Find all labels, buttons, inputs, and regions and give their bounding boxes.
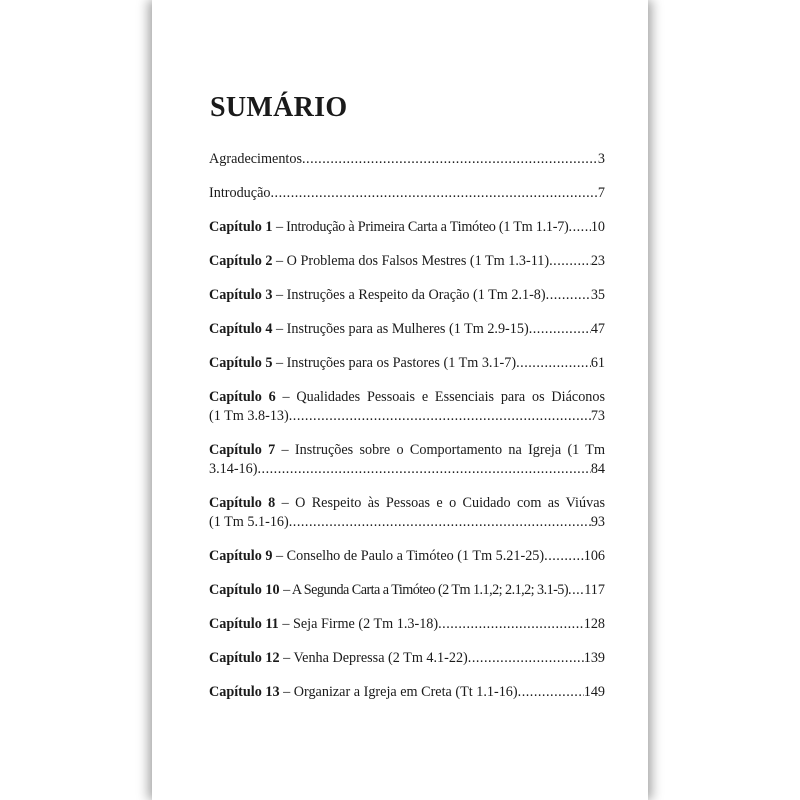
- dot-leader: [516, 354, 591, 373]
- chapter-label: Capítulo 4: [209, 321, 273, 337]
- toc-entry-text: – Instruções sobre o Comportamento na Igreja (1 Tm: [281, 442, 606, 458]
- toc-entry-capitulo-11[interactable]: [209, 615, 605, 634]
- chapter-label: Capítulo 5: [209, 355, 273, 371]
- toc-entry-text: – Organizar a Igreja em Creta (Tt 1.1-16): [283, 684, 518, 700]
- toc-page-number: 61: [590, 355, 605, 371]
- dot-leader: [289, 407, 591, 426]
- toc-entry-text: – Qualidades Pessoais e Essenciais para os Diáconos: [282, 389, 606, 405]
- toc-entry-text: Introdução: [209, 185, 271, 201]
- toc-entry-text: – Venha Depressa (2 Tm 4.1-22): [283, 650, 468, 666]
- dot-leader: [546, 286, 591, 305]
- toc-entry-capitulo-1[interactable]: [209, 218, 605, 237]
- toc-entry-text-continued: (1 Tm 3.8-13): [209, 408, 289, 424]
- dot-leader: [468, 649, 584, 668]
- dot-leader: [438, 615, 584, 634]
- toc-entry-text-continued: (1 Tm 5.1-16): [209, 514, 289, 530]
- toc-entry-text: – Seja Firme (2 Tm 1.3-18): [282, 616, 439, 632]
- chapter-label: Capítulo 13: [209, 684, 280, 700]
- toc-page-number: 139: [583, 650, 605, 666]
- dot-leader: [549, 252, 591, 271]
- toc-entry-capitulo-9[interactable]: [209, 547, 605, 566]
- toc-entry-first-line: [209, 441, 605, 460]
- toc-entry-capitulo-2[interactable]: [209, 252, 605, 271]
- toc-entry-text-continued: 3.14-16): [209, 461, 258, 477]
- toc-page-number: 106: [583, 548, 605, 564]
- page-title: SUMÁRIO: [210, 92, 348, 123]
- chapter-label: Capítulo 1: [209, 219, 273, 235]
- toc-page-number: 3: [597, 151, 605, 167]
- chapter-label: Capítulo 8: [209, 495, 276, 511]
- toc-page-number: 35: [590, 287, 605, 303]
- toc-entry-first-line: [209, 388, 605, 407]
- toc-entry-text: – Conselho de Paulo a Timóteo (1 Tm 5.21-25): [276, 548, 545, 564]
- toc-entry-text: Agradecimentos: [209, 151, 302, 167]
- chapter-label: Capítulo 3: [209, 287, 273, 303]
- dot-leader: [544, 547, 584, 566]
- chapter-label: Capítulo 9: [209, 548, 273, 564]
- toc-entry-capitulo-7[interactable]: [209, 441, 605, 479]
- book-page: [152, 0, 648, 800]
- toc-entry-introducao[interactable]: [209, 184, 605, 203]
- toc-page-number: 10: [590, 219, 605, 235]
- toc-entry-capitulo-4[interactable]: [209, 320, 605, 339]
- chapter-label: Capítulo 11: [209, 616, 279, 632]
- toc-page-number: 73: [590, 408, 605, 424]
- toc-page-number: 7: [597, 185, 605, 201]
- chapter-label: Capítulo 6: [209, 389, 276, 405]
- chapter-label: Capítulo 7: [209, 442, 276, 458]
- toc-entry-capitulo-3[interactable]: [209, 286, 605, 305]
- toc-entry-text: – Instruções a Respeito da Oração (1 Tm 2.1-8): [276, 287, 546, 303]
- chapter-label: Capítulo 10: [209, 582, 280, 598]
- dot-leader: [568, 581, 584, 600]
- toc-entry-text: – Introdução à Primeira Carta a Timóteo (1 Tm 1.1-7): [276, 219, 569, 235]
- dot-leader: [289, 513, 591, 532]
- toc-entry-text: – O Problema dos Falsos Mestres (1 Tm 1.3-11): [276, 253, 550, 269]
- dot-leader: [257, 460, 590, 479]
- toc-entry-text: – A Segunda Carta a Timóteo (2 Tm 1.1,2; 2.1,2; 3.1-5): [283, 582, 569, 598]
- dot-leader: [569, 218, 591, 237]
- toc-entry-capitulo-13[interactable]: [209, 683, 605, 702]
- toc-page-number: 149: [583, 684, 605, 700]
- toc-entry-capitulo-12[interactable]: [209, 649, 605, 668]
- toc-entry-text: – Instruções para os Pastores (1 Tm 3.1-7): [276, 355, 517, 371]
- toc-entry-capitulo-8[interactable]: [209, 494, 605, 532]
- dot-leader: [302, 150, 598, 169]
- toc-page-number: 128: [583, 616, 605, 632]
- toc-entry-capitulo-10[interactable]: [209, 581, 605, 600]
- dot-leader: [518, 683, 584, 702]
- toc-entry-capitulo-5[interactable]: [209, 354, 605, 373]
- toc-page-number: 84: [590, 461, 605, 477]
- chapter-label: Capítulo 2: [209, 253, 273, 269]
- toc-entry-text: – O Respeito às Pessoas e o Cuidado com as Viúvas: [281, 495, 606, 511]
- toc-page-number: 23: [590, 253, 605, 269]
- toc-entry-agradecimentos[interactable]: [209, 150, 605, 169]
- toc-page-number: 93: [590, 514, 605, 530]
- toc-entry-first-line: [209, 494, 605, 513]
- toc-page-number: 47: [590, 321, 605, 337]
- toc-entry-text: – Instruções para as Mulheres (1 Tm 2.9-15): [276, 321, 529, 337]
- chapter-label: Capítulo 12: [209, 650, 280, 666]
- dot-leader: [529, 320, 591, 339]
- toc-entry-capitulo-6[interactable]: [209, 388, 605, 426]
- dot-leader: [270, 184, 597, 203]
- table-of-contents: [209, 92, 605, 717]
- toc-page-number: 117: [584, 582, 605, 598]
